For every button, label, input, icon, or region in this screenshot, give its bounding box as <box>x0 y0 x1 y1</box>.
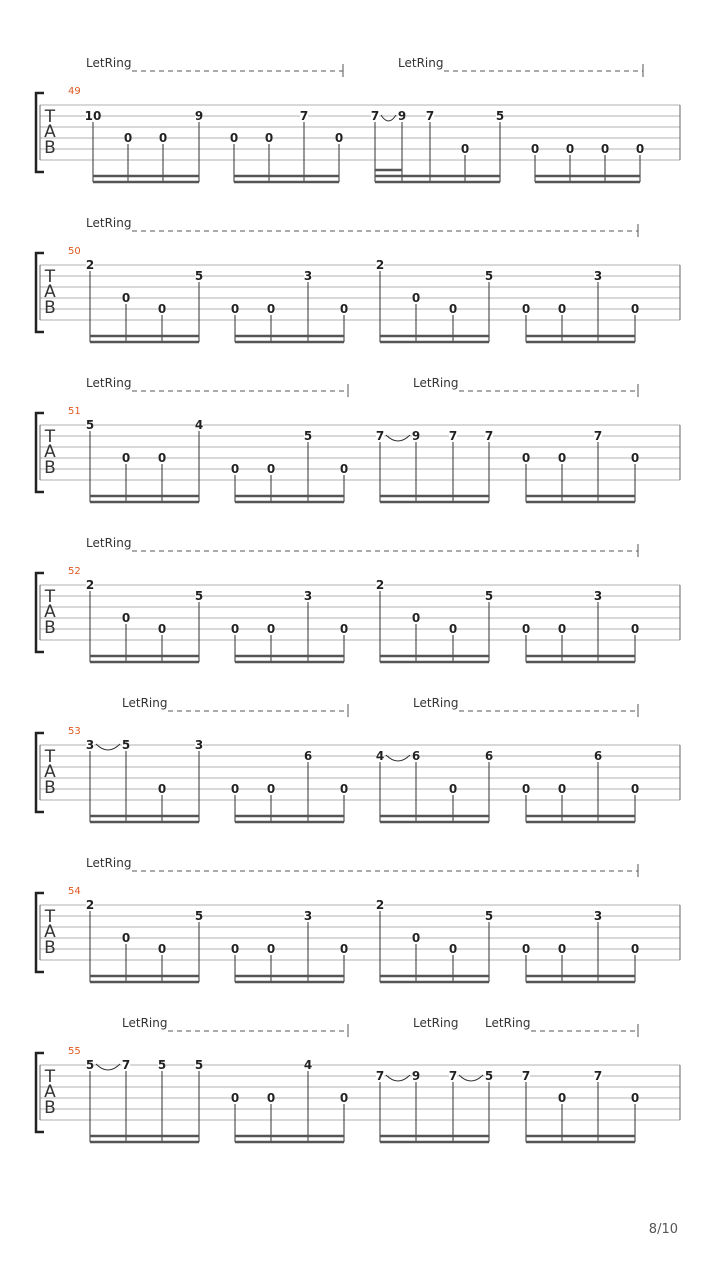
fret-number: 6 <box>411 749 421 763</box>
tab-clef-letter: T <box>44 747 56 767</box>
fret-number: 0 <box>230 782 240 796</box>
fret-number: 0 <box>448 622 458 636</box>
fret-number: 0 <box>557 1091 567 1105</box>
fret-number: 0 <box>157 622 167 636</box>
fret-number: 5 <box>85 1058 95 1072</box>
fret-number: 2 <box>85 898 95 912</box>
fret-number: 3 <box>303 909 313 923</box>
tab-clef-letter: B <box>44 618 56 638</box>
let-ring-label: LetRing <box>398 56 444 70</box>
fret-number: 7 <box>484 429 494 443</box>
tab-clef-letter: A <box>44 282 56 302</box>
tab-system-55 <box>36 1016 680 1142</box>
fret-number: 0 <box>230 462 240 476</box>
fret-number: 0 <box>630 782 640 796</box>
fret-number: 0 <box>121 291 131 305</box>
fret-number: 0 <box>521 782 531 796</box>
fret-number: 5 <box>194 1058 204 1072</box>
fret-number: 7 <box>370 109 380 123</box>
fret-number: 0 <box>121 451 131 465</box>
fret-number: 5 <box>85 418 95 432</box>
fret-number: 7 <box>375 429 385 443</box>
tab-clef-letter: A <box>44 602 56 622</box>
fret-number: 7 <box>521 1069 531 1083</box>
let-ring-label: LetRing <box>86 56 132 70</box>
fret-number: 0 <box>630 451 640 465</box>
fret-number: 0 <box>230 1091 240 1105</box>
let-ring-label: LetRing <box>413 696 459 710</box>
fret-number: 7 <box>593 429 603 443</box>
measure-number: 49 <box>68 86 81 97</box>
fret-number: 4 <box>303 1058 313 1072</box>
tab-clef-letter: T <box>44 907 56 927</box>
tab-clef-letter: A <box>44 762 56 782</box>
fret-number: 4 <box>194 418 204 432</box>
fret-number: 2 <box>85 258 95 272</box>
fret-number: 0 <box>266 1091 276 1105</box>
fret-number: 7 <box>299 109 309 123</box>
tab-clef-letter: B <box>44 458 56 478</box>
fret-number: 9 <box>411 429 421 443</box>
fret-number: 0 <box>557 942 567 956</box>
fret-number: 0 <box>460 142 470 156</box>
fret-number: 0 <box>266 302 276 316</box>
fret-number: 6 <box>593 749 603 763</box>
fret-number: 0 <box>230 942 240 956</box>
fret-number: 5 <box>495 109 505 123</box>
tab-clef-letter: A <box>44 442 56 462</box>
fret-number: 0 <box>630 302 640 316</box>
fret-number: 0 <box>630 942 640 956</box>
fret-number: 3 <box>593 589 603 603</box>
measure-number: 53 <box>68 726 81 737</box>
fret-number: 3 <box>303 269 313 283</box>
tab-system-54 <box>36 856 680 982</box>
tab-clef-letter: B <box>44 778 56 798</box>
fret-number: 0 <box>557 622 567 636</box>
fret-number: 7 <box>448 429 458 443</box>
tab-clef-letter: T <box>44 587 56 607</box>
tab-clef-letter: T <box>44 267 56 287</box>
fret-number: 0 <box>339 302 349 316</box>
fret-number: 5 <box>194 269 204 283</box>
fret-number: 0 <box>121 611 131 625</box>
tab-clef-letter: B <box>44 298 56 318</box>
measure-number: 52 <box>68 566 81 577</box>
fret-number: 0 <box>230 302 240 316</box>
fret-number: 5 <box>303 429 313 443</box>
fret-number: 0 <box>339 462 349 476</box>
fret-number: 0 <box>521 622 531 636</box>
fret-number: 0 <box>630 622 640 636</box>
fret-number: 0 <box>121 931 131 945</box>
fret-number: 5 <box>484 909 494 923</box>
fret-number: 0 <box>521 451 531 465</box>
fret-number: 5 <box>484 589 494 603</box>
fret-number: 5 <box>484 1069 494 1083</box>
fret-number: 0 <box>557 451 567 465</box>
tab-clef-letter: T <box>44 107 56 127</box>
fret-number: 0 <box>630 1091 640 1105</box>
fret-number: 0 <box>339 622 349 636</box>
tab-system-51 <box>36 376 680 502</box>
fret-number: 0 <box>266 462 276 476</box>
measure-number: 50 <box>68 246 81 257</box>
measure-number: 55 <box>68 1046 81 1057</box>
let-ring-label: LetRing <box>86 376 132 390</box>
let-ring-label: LetRing <box>413 376 459 390</box>
tab-system-52 <box>36 536 680 662</box>
fret-number: 0 <box>266 782 276 796</box>
fret-number: 0 <box>530 142 540 156</box>
let-ring-label: LetRing <box>86 216 132 230</box>
fret-number: 2 <box>375 258 385 272</box>
let-ring-label: LetRing <box>86 536 132 550</box>
measure-number: 54 <box>68 886 81 897</box>
fret-number: 5 <box>194 909 204 923</box>
fret-number: 0 <box>266 622 276 636</box>
fret-number: 6 <box>484 749 494 763</box>
fret-number: 0 <box>157 302 167 316</box>
let-ring-label: LetRing <box>122 1016 168 1030</box>
fret-number: 9 <box>397 109 407 123</box>
fret-number: 0 <box>230 622 240 636</box>
fret-number: 3 <box>303 589 313 603</box>
fret-number: 0 <box>557 302 567 316</box>
fret-number: 0 <box>334 131 344 145</box>
fret-number: 0 <box>411 611 421 625</box>
fret-number: 0 <box>448 942 458 956</box>
tab-clef-letter: T <box>44 1067 56 1087</box>
fret-number: 2 <box>375 578 385 592</box>
fret-number: 0 <box>448 302 458 316</box>
tab-clef-letter: A <box>44 922 56 942</box>
fret-number: 0 <box>229 131 239 145</box>
tab-clef-letter: T <box>44 427 56 447</box>
tab-system-49 <box>36 56 680 182</box>
fret-number: 5 <box>157 1058 167 1072</box>
fret-number: 5 <box>194 589 204 603</box>
fret-number: 0 <box>157 451 167 465</box>
tab-clef-letter: B <box>44 138 56 158</box>
fret-number: 0 <box>521 302 531 316</box>
fret-number: 0 <box>448 782 458 796</box>
let-ring-label: LetRing <box>485 1016 531 1030</box>
let-ring-label: LetRing <box>86 856 132 870</box>
fret-number: 0 <box>266 942 276 956</box>
fret-number: 3 <box>194 738 204 752</box>
fret-number: 7 <box>425 109 435 123</box>
fret-number: 3 <box>593 269 603 283</box>
fret-number: 0 <box>339 782 349 796</box>
tab-clef-letter: A <box>44 122 56 142</box>
fret-number: 0 <box>264 131 274 145</box>
fret-number: 0 <box>411 291 421 305</box>
fret-number: 0 <box>157 942 167 956</box>
fret-number: 7 <box>121 1058 131 1072</box>
fret-number: 0 <box>123 131 133 145</box>
fret-number: 3 <box>593 909 603 923</box>
fret-number: 0 <box>158 131 168 145</box>
fret-number: 0 <box>339 1091 349 1105</box>
fret-number: 2 <box>375 898 385 912</box>
fret-number: 0 <box>600 142 610 156</box>
fret-number: 9 <box>411 1069 421 1083</box>
fret-number: 0 <box>339 942 349 956</box>
let-ring-label: LetRing <box>413 1016 459 1030</box>
fret-number: 7 <box>448 1069 458 1083</box>
tab-system-53 <box>36 696 680 822</box>
tab-clef-letter: B <box>44 1098 56 1118</box>
let-ring-label: LetRing <box>122 696 168 710</box>
fret-number: 10 <box>84 109 102 123</box>
page-number: 8/10 <box>648 1222 678 1237</box>
fret-number: 5 <box>121 738 131 752</box>
fret-number: 0 <box>411 931 421 945</box>
fret-number: 6 <box>303 749 313 763</box>
tab-clef-letter: B <box>44 938 56 958</box>
measure-number: 51 <box>68 406 81 417</box>
fret-number: 0 <box>557 782 567 796</box>
tab-system-50 <box>36 216 680 342</box>
fret-number: 9 <box>194 109 204 123</box>
fret-number: 0 <box>565 142 575 156</box>
fret-number: 2 <box>85 578 95 592</box>
fret-number: 5 <box>484 269 494 283</box>
fret-number: 4 <box>375 749 385 763</box>
fret-number: 7 <box>375 1069 385 1083</box>
fret-number: 0 <box>521 942 531 956</box>
fret-number: 3 <box>85 738 95 752</box>
fret-number: 7 <box>593 1069 603 1083</box>
tab-clef-letter: A <box>44 1082 56 1102</box>
fret-number: 0 <box>157 782 167 796</box>
fret-number: 0 <box>635 142 645 156</box>
